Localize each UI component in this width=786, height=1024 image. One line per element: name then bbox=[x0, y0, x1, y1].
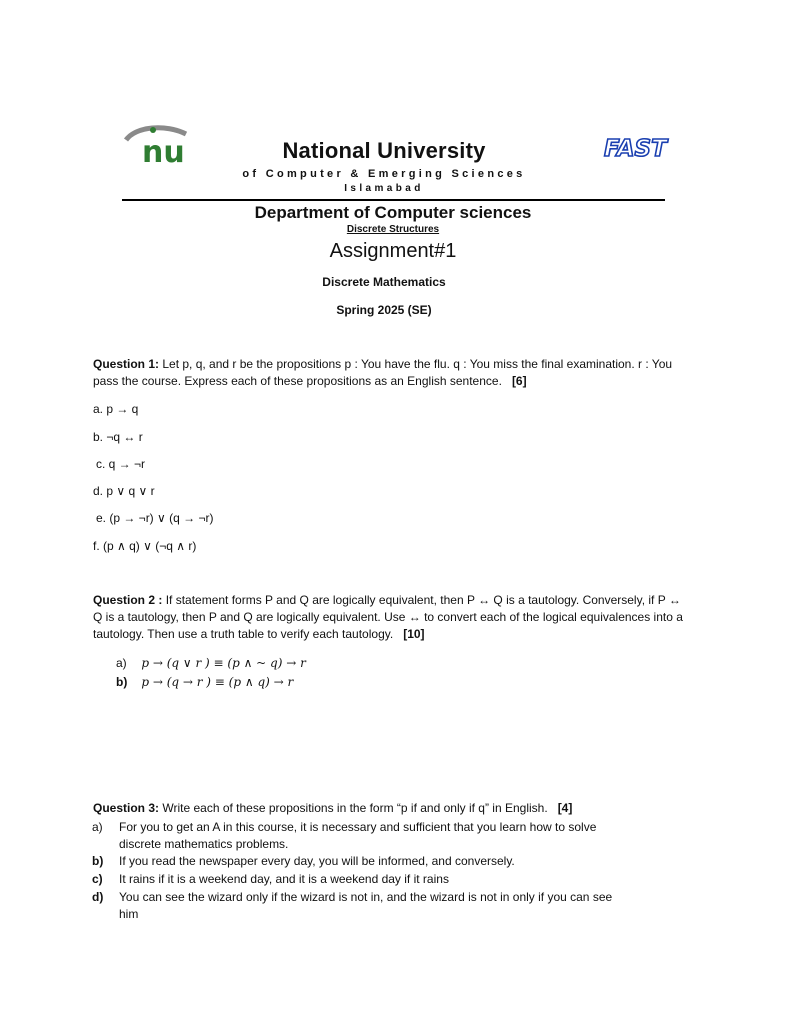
question-1-item: c. q → ¬r bbox=[96, 457, 146, 471]
question-1-item: d. p ∨ q ∨ r bbox=[93, 484, 155, 498]
question-3-item-b bbox=[92, 853, 515, 870]
question-3-item-text: It rains if it is a weekend day, and it is a weekend day if it rains bbox=[119, 872, 449, 886]
question-1 bbox=[93, 356, 683, 390]
question-2 bbox=[93, 592, 683, 643]
svg-text:nu: nu bbox=[142, 135, 185, 170]
question-1-label: Question 1: bbox=[93, 357, 160, 371]
question-3-item-text: If you read the newspaper every day, you will be informed, and conversely. bbox=[119, 854, 515, 868]
question-3-item-text-cont: discrete mathematics problems. bbox=[119, 837, 289, 851]
question-2-item-b bbox=[116, 675, 293, 689]
svg-text:FAST: FAST bbox=[604, 136, 667, 162]
question-1-text: Let p, q, and r be the propositions p : You have the flu. q : You miss the final examination. r : You pass the course. Express each of these propositions as an English sentence. bbox=[93, 357, 673, 388]
question-3-item-letter: d) bbox=[92, 890, 104, 904]
department-title: Department of Computer sciences bbox=[254, 203, 532, 222]
question-1-item: e. (p → ¬r) ∨ (q → ¬r) bbox=[96, 511, 214, 525]
question-3-item-text-cont: him bbox=[119, 907, 139, 921]
question-2-item-letter: b) bbox=[116, 675, 128, 689]
question-3-text: Write each of these propositions in the form “p if and only if q” in English. bbox=[162, 801, 548, 815]
header-divider bbox=[122, 199, 665, 201]
question-3-label: Question 3: bbox=[93, 801, 160, 815]
question-1-marks: [6] bbox=[511, 374, 527, 388]
question-3-item-text: You can see the wizard only if the wizard is not in, and the wizard is not in only if you can see bbox=[119, 890, 613, 904]
university-subtitle: of Computer & Emerging Sciences bbox=[242, 168, 526, 180]
question-3-item-d bbox=[92, 889, 612, 923]
assignment-title: Assignment#1 bbox=[329, 240, 457, 262]
question-1-item: a. p → q bbox=[93, 402, 139, 416]
question-2-marks: [10] bbox=[403, 627, 425, 641]
question-3-marks: [4] bbox=[557, 801, 573, 815]
question-3-item-c bbox=[92, 871, 449, 888]
course-title: Discrete Structures bbox=[346, 224, 440, 235]
question-3-item-letter: b) bbox=[92, 854, 104, 868]
question-2-item-letter: a) bbox=[116, 656, 127, 670]
question-3-item-letter: a) bbox=[92, 820, 103, 834]
university-city: Islamabad bbox=[344, 183, 424, 194]
question-3-item-text: For you to get an A in this course, it is necessary and sufficient that you learn how to solve bbox=[119, 820, 597, 834]
university-name: National University bbox=[282, 138, 486, 163]
question-2-item-expr: p → (q ∨ r ) ≡ (p ∧ ~ q) → r bbox=[141, 656, 306, 670]
question-3-item-a bbox=[92, 819, 596, 853]
question-1-item: f. (p ∧ q) ∨ (¬q ∧ r) bbox=[93, 539, 197, 553]
question-2-item-expr: p → (q → r ) ≡ (p ∧ q) → r bbox=[141, 675, 294, 689]
term-title: Spring 2025 (SE) bbox=[336, 303, 432, 317]
question-3-item-letter: c) bbox=[92, 872, 103, 886]
question-2-text: If statement forms P and Q are logically equivalent, then P ↔ Q is a tautology. Conversely, if P ↔ Q is a tautology, then P and Q are logically equivalent. Use ↔ to convert each of the logical equivalences into a tautology. Then use a truth table to verify each tautology. bbox=[93, 593, 683, 641]
question-2-item-a bbox=[116, 656, 306, 670]
question-1-item: b. ¬q ↔ r bbox=[93, 430, 143, 444]
question-3 bbox=[93, 800, 713, 817]
question-2-label: Question 2 : bbox=[93, 593, 163, 607]
subject-title: Discrete Mathematics bbox=[322, 275, 446, 289]
